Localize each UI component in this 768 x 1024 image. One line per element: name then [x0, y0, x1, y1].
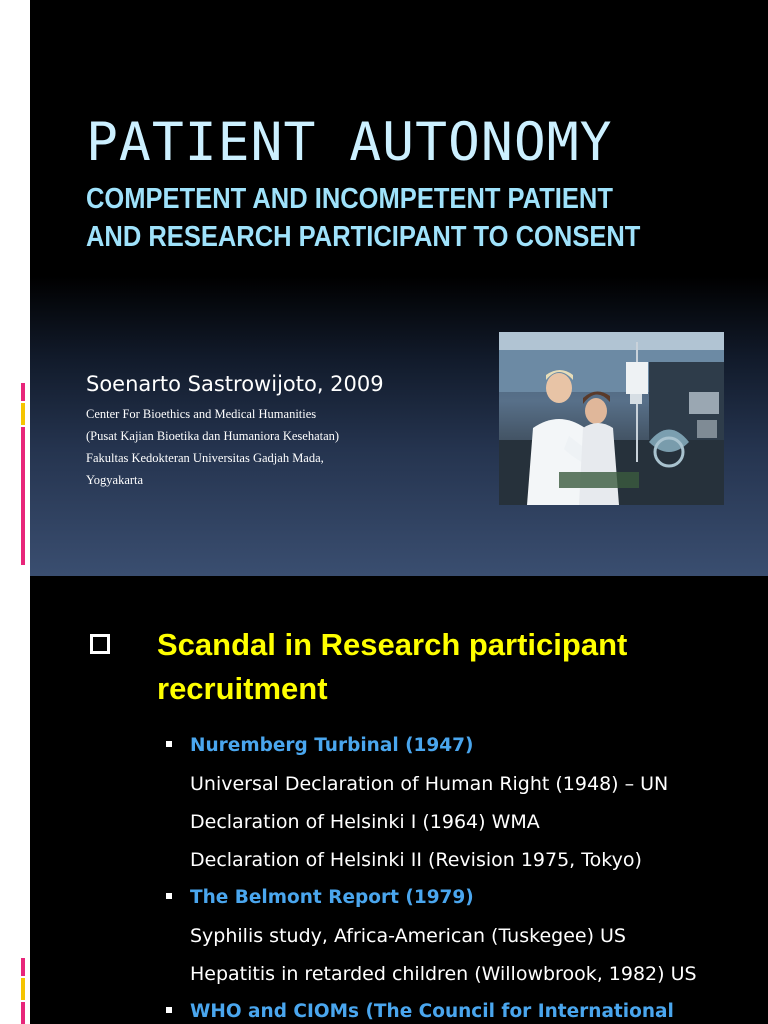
affiliation-line: Center For Bioethics and Medical Humanities: [86, 407, 317, 421]
affiliation-line: (Pusat Kajian Bioetika dan Humaniora Kesehatan): [86, 429, 340, 443]
list-item: [160, 997, 768, 1024]
slide-subtitle: [86, 180, 667, 256]
bullet-label: WHO and CIOMs (The Council for International: [190, 1001, 674, 1022]
slide-heading: [90, 623, 757, 711]
hospital-scene-image: [499, 332, 724, 505]
affiliation-block: [86, 403, 339, 491]
bullet-icon: [166, 893, 172, 899]
list-item: [160, 883, 768, 997]
accent-stripe: [21, 383, 25, 401]
accent-stripe: [21, 1002, 25, 1024]
bullet-label: Nuremberg Turbinal (1947): [190, 735, 474, 756]
slide-title: PATIENT AUTONOMY: [86, 112, 613, 173]
affiliation-line: Yogyakarta: [86, 473, 144, 487]
content-slide: [30, 576, 768, 1024]
accent-stripe: [21, 958, 25, 976]
bullet-detail: Hepatitis in retarded children (Willowbrook, 1982) US: [190, 963, 697, 985]
author-name: Soenarto Sastrowijoto, 2009: [86, 372, 384, 396]
accent-stripe: [21, 978, 25, 1000]
bullet-detail: Declaration of Helsinki II (Revision 1975, Tokyo): [190, 849, 642, 871]
accent-stripe: [21, 403, 25, 425]
title-slide: [30, 0, 768, 576]
list-item: [160, 731, 768, 883]
bullet-icon: [166, 741, 172, 747]
hospital-photo: [499, 332, 724, 505]
checkbox-icon: [90, 634, 110, 654]
bullet-list: [160, 731, 768, 1024]
slide-marker: [18, 634, 30, 662]
affiliation-line: Fakultas Kedokteran Universitas Gadjah Mada,: [86, 451, 324, 465]
subtitle-line: AND RESEARCH PARTICIPANT TO CONSENT: [86, 221, 641, 253]
accent-stripe: [21, 427, 25, 565]
subtitle-line: COMPETENT AND INCOMPETENT PATIENT: [86, 183, 613, 215]
bullet-label: The Belmont Report (1979): [190, 887, 474, 908]
bullet-detail: Declaration of Helsinki I (1964) WMA: [190, 811, 540, 833]
heading-text: Scandal in Research participant recruitment: [157, 627, 628, 706]
bullet-icon: [166, 1007, 172, 1013]
bullet-detail: Universal Declaration of Human Right (1948) – UN: [190, 773, 669, 795]
bullet-detail: Syphilis study, Africa-American (Tuskegee) US: [190, 925, 626, 947]
slide-marker: [18, 58, 30, 86]
